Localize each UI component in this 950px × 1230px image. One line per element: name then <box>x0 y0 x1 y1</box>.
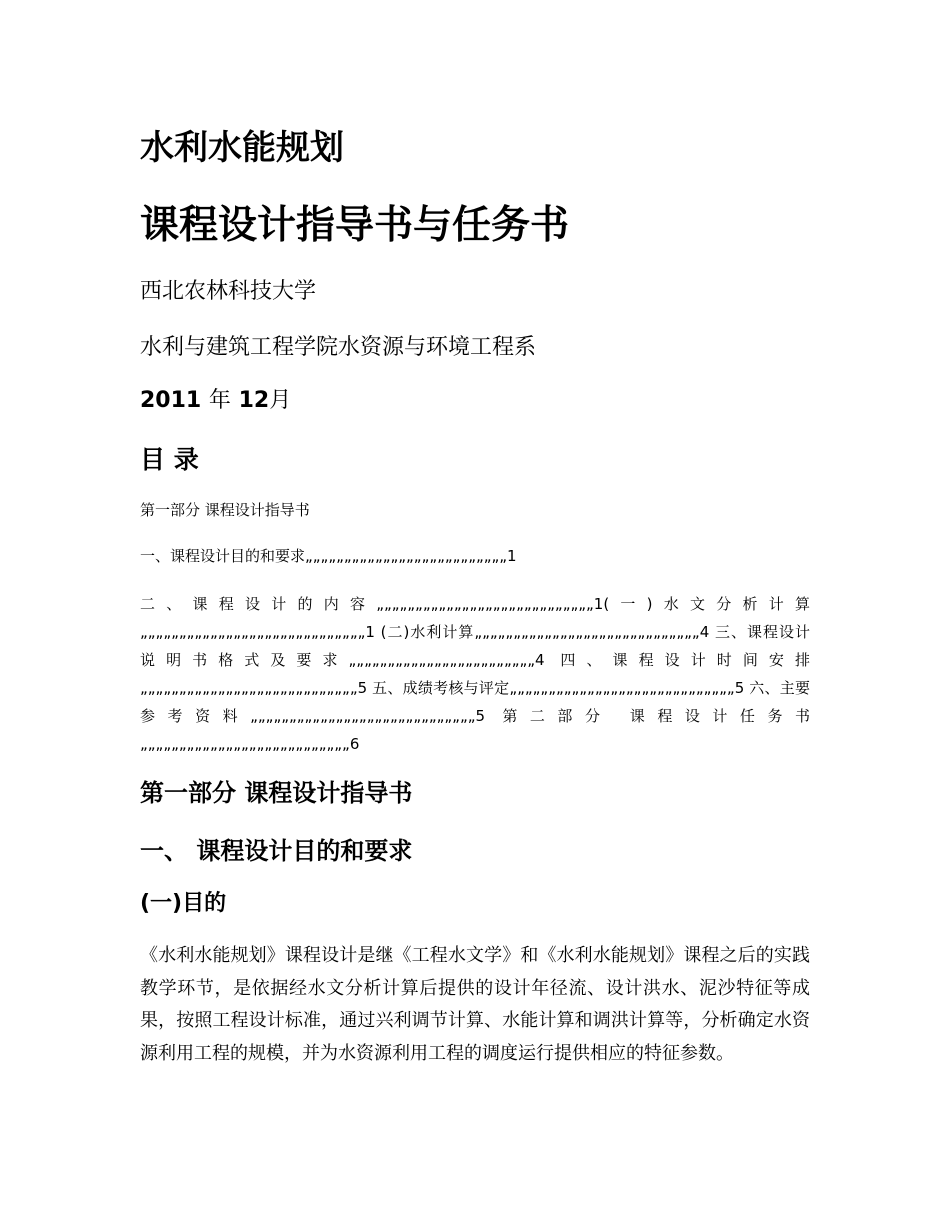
section-heading: 一、 课程设计目的和要求 <box>140 837 413 865</box>
date-year: 2011 <box>140 388 202 413</box>
toc-part1-heading: 第一部分 课程设计指导书 <box>140 501 310 519</box>
document-subtitle: 课程设计指导书与任务书 <box>140 203 570 248</box>
university-name: 西北农林科技大学 <box>140 279 317 304</box>
subsection-heading: (一)目的 <box>140 891 227 916</box>
toc-entry: 一、课程设计目的和要求„„„„„„„„„„„„„„„„„„„„„„„„„„1 <box>140 547 517 565</box>
date-month: 12 <box>238 388 270 413</box>
toc-entries: 二、课程设计的内容„„„„„„„„„„„„„„„„„„„„„„„„„„„„1(一)水文分析计算„„„„„„„„„„„„„„„„„„„„„„„„„„„„„1 (二)水利计算„„„„„„„„„„„„„„„„„„„„„„„„„„„„„4 三、课程设计说明书格式及要求„„„„„„„„„„„„„„„„„„„„„„„„4 四、课程设计时间安排„„„„„„„„„„„„„„„„„„„„„„„„„„„„5 五、成绩考核与评定„„„„„„„„„„„„„„„„„„„„„„„„„„„„„5 六、主要参考资料„„„„„„„„„„„„„„„„„„„„„„„„„„„„„5 第二部分 课程设计任务书„„„„„„„„„„„„„„„„„„„„„„„„„„„6 <box>140 595 810 753</box>
body-paragraph: 《水利水能规划》课程设计是继《工程水文学》和《水利水能规划》课程之后的实践教学环节，是依据经水文分析计算后提供的设计年径流、设计洪水、泥沙特征等成果，按照工程设计标准，通过兴利调节计算、水能计算和调洪计算等，分析确定水资源利用工程的规模，并为水资源利用工程的调度运行提供相应的特征参数。 <box>140 945 810 1064</box>
document-title: 水利水能规划 <box>140 128 344 168</box>
part-heading: 第一部分 课程设计指导书 <box>140 779 413 807</box>
date-year-unit: 年 <box>208 388 231 413</box>
date-month-unit: 月 <box>269 388 292 413</box>
toc-title: 目 录 <box>140 445 199 474</box>
document-date <box>140 386 291 416</box>
department-name: 水利与建筑工程学院水资源与环境工程系 <box>140 335 537 360</box>
